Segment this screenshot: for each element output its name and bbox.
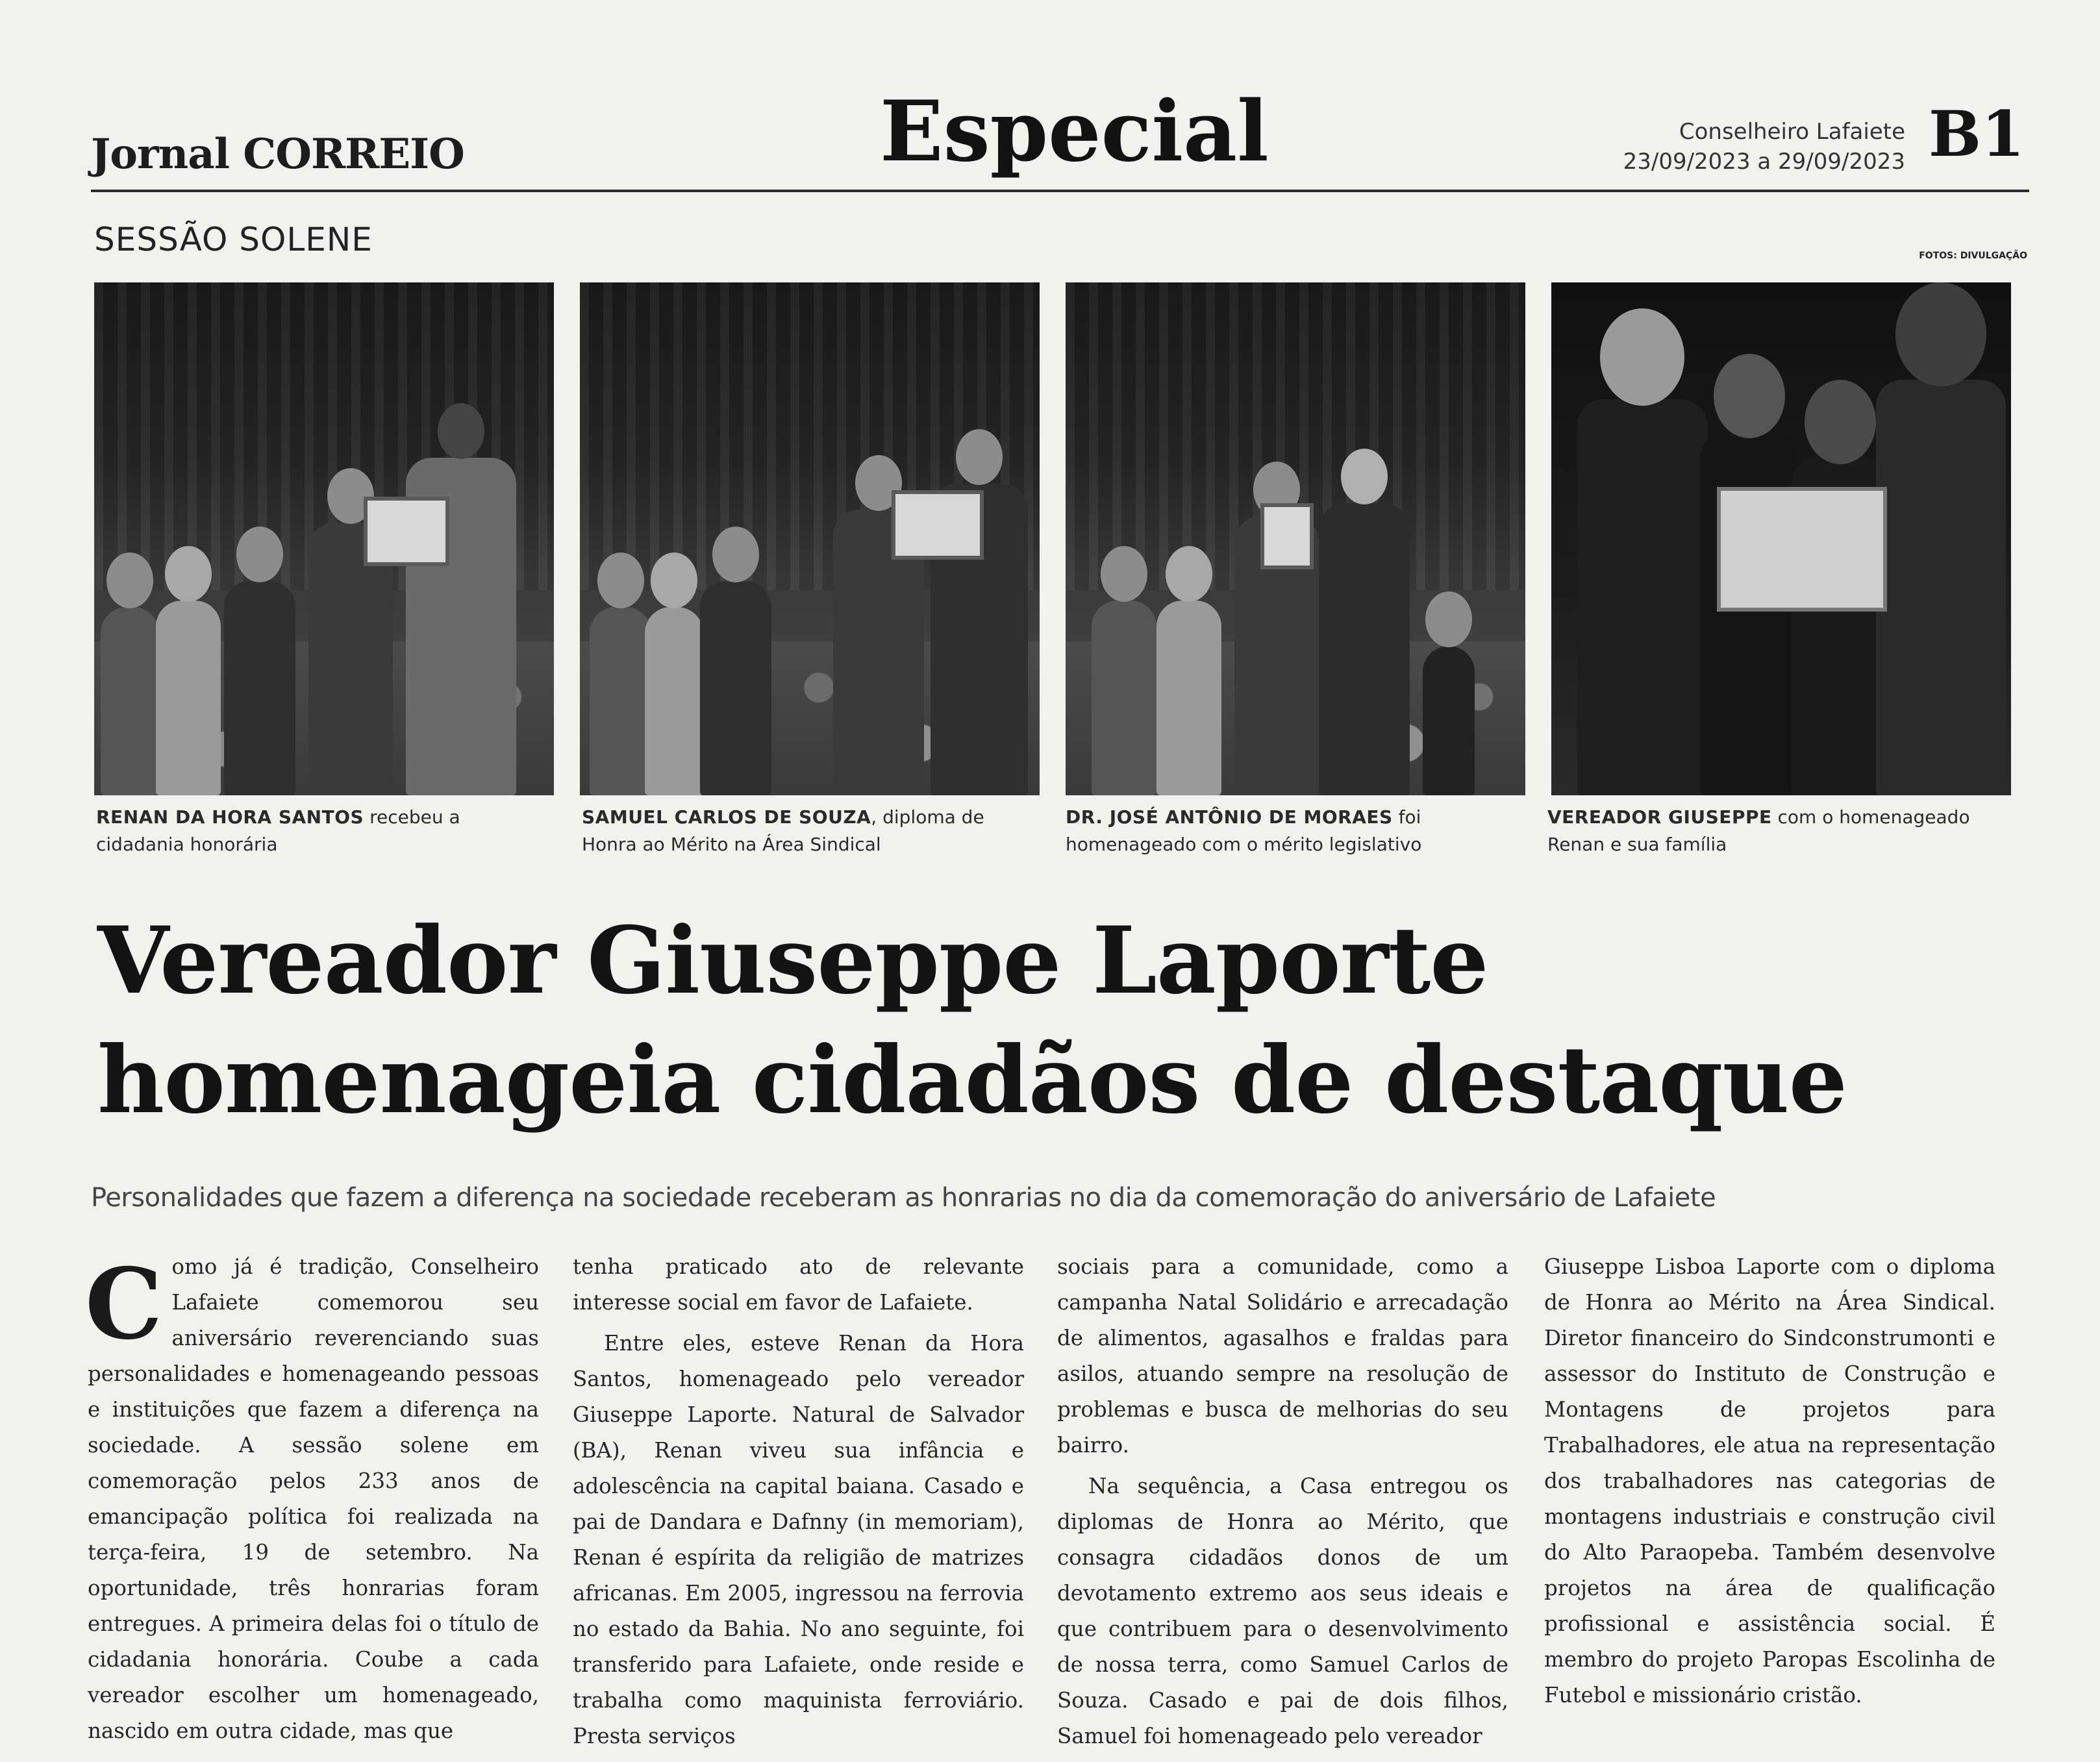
caption-text: , diploma de Honra ao Mérito na Área Sindical bbox=[582, 806, 984, 855]
caption-renan bbox=[96, 804, 551, 858]
column-4-text: Giuseppe Lisboa Laporte com o diploma de Honra ao Mérito na Área Sindical. Diretor financeiro do Sindconstrumonti e assessor do Instituto de Construção e Montagens de projetos para Trabalhadores, ele atua na representação dos trabalhadores nas categorias de montagens industriais e construção civil do Alto Paraopeba. Também desenvolve projetos na área de qualificação profissional e assistência social. É membro do projeto Paropas Escolinha de Futebol e missionário cristão. bbox=[1544, 1254, 1995, 1707]
section-title: Especial bbox=[880, 83, 1269, 180]
caption-samuel bbox=[582, 804, 1036, 858]
caption-name: SAMUEL CARLOS DE SOUZA bbox=[582, 806, 871, 828]
masthead-rule bbox=[91, 190, 2029, 192]
section-kicker: SESSÃO SOLENE bbox=[94, 221, 373, 258]
article-column-2 bbox=[573, 1249, 1024, 1754]
photo-jose-ceremony bbox=[1066, 282, 1525, 795]
article-column-4 bbox=[1544, 1249, 1995, 1713]
column-3-paragraph-2: Na sequência, a Casa entregou os diplomas de Honra ao Mérito, que consagra cidadãos donos de um devotamento extremo aos seus ideais e que contribuem para o desenvolvimento de nossa terra, como Samuel Carlos de Souza. Casado e pai de dois filhos, Samuel foi homenageado pelo vereador bbox=[1057, 1474, 1508, 1748]
caption-text: foi homenageado com o mérito legislativo bbox=[1066, 806, 1422, 855]
newspaper-brand: Jornal CORREIO bbox=[91, 130, 464, 179]
article-column-1 bbox=[85, 1247, 539, 1749]
caption-giuseppe bbox=[1547, 804, 2002, 858]
photo-giuseppe-family bbox=[1551, 282, 2011, 795]
photo-renan-ceremony bbox=[94, 282, 554, 795]
edition-city: Conselheiro Lafaiete bbox=[1679, 119, 1905, 145]
caption-name: VEREADOR GIUSEPPE bbox=[1547, 806, 1772, 828]
headline-line-2: homenageia cidadãos de destaque bbox=[97, 1026, 1847, 1134]
headline bbox=[97, 901, 1847, 1140]
column-2-paragraph-2: Entre eles, esteve Renan da Hora Santos, homenageado pelo vereador Giuseppe Laporte. Natural de Salvador (BA), Renan viveu sua infância e adolescência na capital baiana. Casado e pai de Dandara e Dafnny (in memoriam), Renan é espírita da religião de matrizes africanas. Em 2005, ingressou na ferrovia no estado da Bahia. No ano seguinte, foi transferido para Lafaiete, onde reside e trabalha como maquinista ferroviário. Presta serviços bbox=[573, 1331, 1024, 1748]
drop-cap: C bbox=[85, 1247, 163, 1361]
subheadline: Personalidades que fazem a diferença na sociedade receberam as honrarias no dia da comemoração do aniversário de Lafaiete bbox=[91, 1183, 1716, 1213]
column-3-paragraph-1: sociais para a comunidade, como a campanha Natal Solidário e arrecadação de alimentos, agasalhos e fraldas para asilos, atuando sempre na resolução de problemas e busca de melhorias do seu bairro. bbox=[1057, 1254, 1508, 1458]
caption-text: com o homenageado Renan e sua família bbox=[1547, 806, 1970, 855]
caption-jose bbox=[1066, 804, 1520, 858]
caption-name: DR. JOSÉ ANTÔNIO DE MORAES bbox=[1066, 806, 1393, 828]
article-column-3 bbox=[1057, 1249, 1508, 1754]
photo-samuel-ceremony bbox=[580, 282, 1040, 795]
column-1-text: omo já é tradição, Conselheiro Lafaiete comemorou seu aniversário reverenciando suas personalidades e homenageando pessoas e instituições que fazem a diferença na sociedade. A sessão solene em comemoração pelos 233 anos de emancipação política foi realizada na terça-feira, 19 de setembro. Na oportunidade, três honrarias foram entregues. A primeira delas foi o título de cidadania honorária. Coube a cada vereador escolher um homenageado, nascido em outra cidade, mas que bbox=[88, 1254, 539, 1743]
caption-text: recebeu a cidadania honorária bbox=[96, 806, 460, 855]
photo-credit: FOTOS: DIVULGAÇÃO bbox=[1919, 251, 2027, 261]
caption-name: RENAN DA HORA SANTOS bbox=[96, 806, 364, 828]
page-number: B1 bbox=[1929, 97, 2025, 171]
headline-line-1: Vereador Giuseppe Laporte bbox=[97, 907, 1488, 1015]
edition-info bbox=[1623, 117, 1905, 177]
edition-dates: 23/09/2023 a 29/09/2023 bbox=[1623, 149, 1905, 175]
column-2-paragraph-1: tenha praticado ato de relevante interesse social em favor de Lafaiete. bbox=[573, 1254, 1024, 1315]
